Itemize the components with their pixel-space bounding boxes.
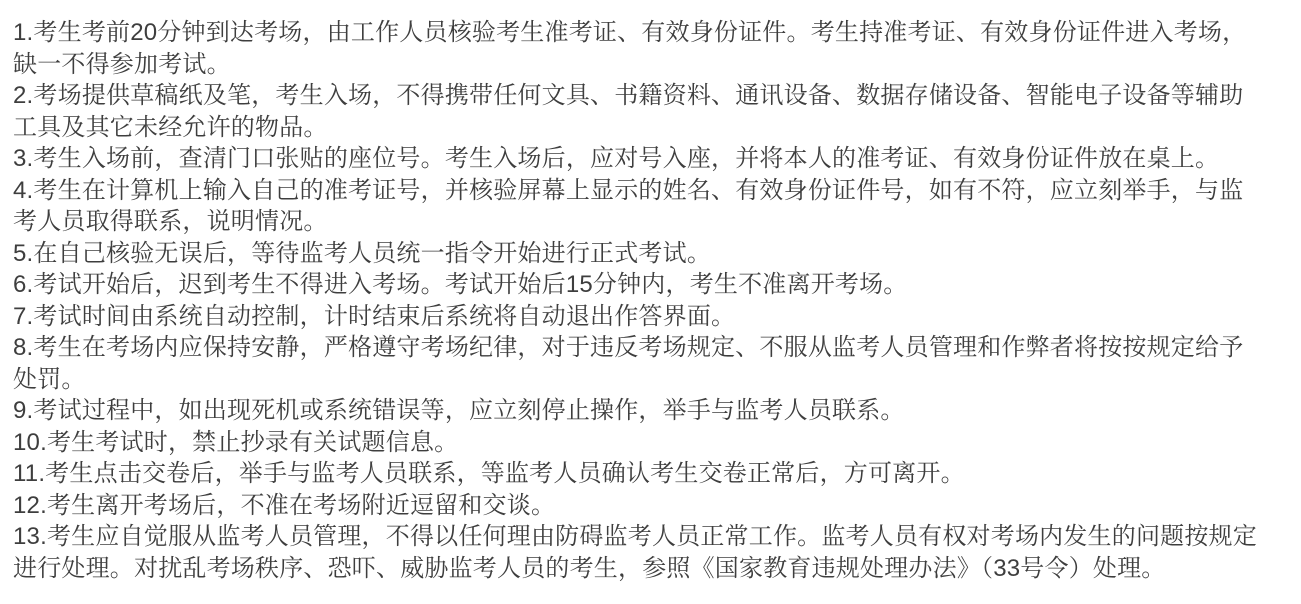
- rule-item: 7.考试时间由系统自动控制，计时结束后系统将自动退出作答界面。: [13, 302, 736, 330]
- rule-item: 4.考生在计算机上输入自己的准考证号，并核验屏幕上显示的姓名、有效身份证件号，如有不符，应立刻举手，与监 考人员取得联系，说明情况。: [13, 176, 1244, 235]
- rule-item: 8.考生在考场内应保持安静，严格遵守考场纪律，对于违反考场规定、不服从监考人员管理和作弊者将按按规定给予 处罚。: [13, 334, 1244, 393]
- rule-item: 5.在自己核验无误后，等待监考人员统一指令开始进行正式考试。: [13, 239, 712, 267]
- rule-item: 6.考试开始后，迟到考生不得进入考场。考试开始后15分钟内，考生不准离开考场。: [13, 271, 908, 298]
- rule-item: 9.考试过程中，如出现死机或系统错误等，应立刻停止操作，举手与监考人员联系。: [13, 397, 905, 424]
- rule-item: 12.考生离开考场后，不准在考场附近逗留和交谈。: [13, 491, 556, 519]
- rule-item: 3.考生入场前，查清门口张贴的座位号。考生入场后，应对号入座，并将本人的准考证、有效身份证件放在桌上。: [13, 145, 1220, 172]
- rule-item: 10.考生考试时，禁止抄录有关试题信息。: [13, 428, 459, 456]
- rule-item: 2.考场提供草稿纸及笔，考生入场，不得携带任何文具、书籍资料、通讯设备、数据存储设备、智能电子设备等辅助 工具及其它未经允许的物品。: [13, 82, 1244, 141]
- rule-item: 13.考生应自觉服从监考人员管理，不得以任何理由防碍监考人员正常工作。监考人员有权对考场内发生的问题按规定 进行处理。对扰乱考场秩序、恐吓、威胁监考人员的考生，参照《国家教育违规处理办法》（33号令）处理。: [13, 523, 1257, 582]
- rule-item: 11.考生点击交卷后，举手与监考人员联系，等监考人员确认考生交卷正常后，方可离开。: [13, 460, 965, 487]
- rule-item: 1.考生考前20分钟到达考场，由工作人员核验考生准考证、有效身份证件。考生持准考证、有效身份证件进入考场， 缺一不得参加考试。: [13, 19, 1247, 78]
